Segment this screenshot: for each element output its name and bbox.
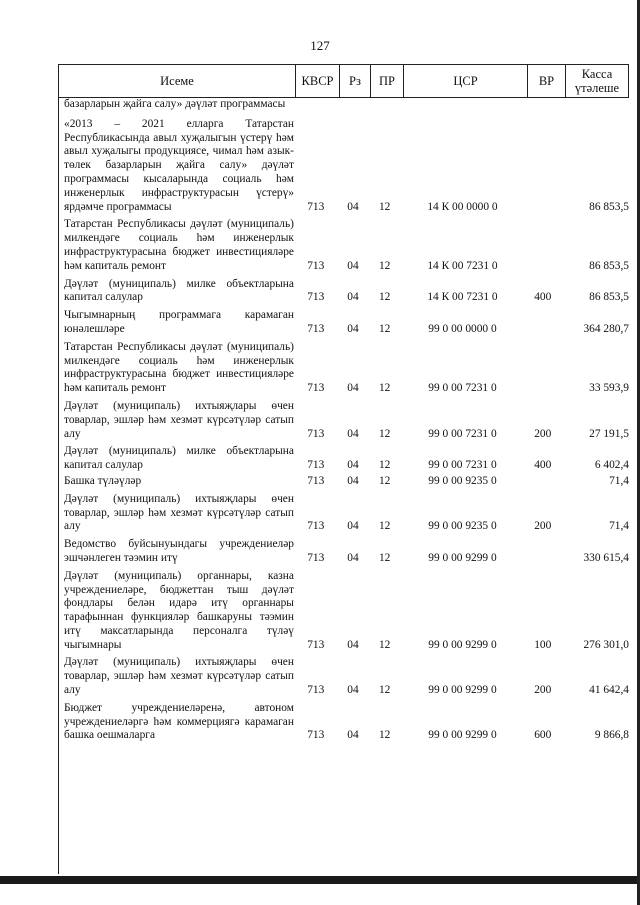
row-kvsr: 713 — [307, 382, 325, 395]
row-sum: 71,4 — [609, 474, 629, 487]
row-csr: 99 0 00 9299 0 — [428, 684, 497, 697]
row-kvsr: 713 — [307, 427, 325, 440]
row-sum: 330 615,4 — [583, 551, 629, 564]
row-name: базарларын җайга салу» дәүләт программасы — [64, 98, 286, 110]
header-kvsr: КВСР — [296, 65, 340, 97]
row-kvsr: 713 — [307, 200, 325, 213]
row-csr: 14 К 00 7231 0 — [427, 291, 498, 304]
row-name: Дәүләт (муниципаль) ихтыяҗлары өчен товарлар, эшләр һәм хезмәт күрсәтүләр сатып алу — [64, 492, 294, 533]
row-pr: 12 — [378, 638, 391, 651]
table-row — [59, 400, 629, 441]
row-kvsr: 713 — [307, 638, 325, 651]
row-pr: 12 — [378, 427, 391, 440]
budget-table — [58, 64, 629, 874]
row-name: Дәүләт (муниципаль) органнары, казна учреждениеләре, бюджеттан тыш дәүләт фондлары белән идарә итү органнары тарафыннан функцияләр башкаруны тәэмин итү максатларында персоналга түләү чыгымнары — [64, 569, 294, 651]
table-row — [59, 118, 629, 215]
table-header — [59, 64, 629, 98]
row-kvsr: 713 — [307, 322, 325, 335]
row-sum: 86 853,5 — [589, 291, 629, 304]
row-csr: 99 0 00 0000 0 — [428, 322, 497, 335]
row-name: Татарстан Республикасы дәүләт (муниципаль) милкендәге социаль һәм инженерлык инфраструктурасына бюджет инвестицияләре һәм капиталь ремонт — [64, 340, 294, 395]
page-number: 127 — [310, 38, 330, 53]
row-kvsr: 713 — [307, 729, 325, 742]
row-pr: 12 — [378, 322, 391, 335]
row-csr: 99 0 00 7231 0 — [428, 459, 497, 472]
row-name: Татарстан Республикасы дәүләт (муниципаль) милкендәге социаль һәм инженерлык инфраструктурасына бюджет инвестицияләре һәм капиталь ремонт — [64, 218, 294, 272]
row-csr: 99 0 00 9235 0 — [428, 474, 497, 487]
row-pr: 12 — [378, 474, 391, 487]
header-name: Исеме — [59, 65, 296, 97]
row-sum: 33 593,9 — [589, 382, 629, 395]
row-rz: 04 — [347, 520, 359, 533]
row-rz: 04 — [347, 427, 359, 440]
row-kvsr: 713 — [307, 551, 325, 564]
row-pr: 12 — [378, 200, 391, 213]
row-csr: 99 0 00 7231 0 — [428, 382, 497, 395]
row-name: Башка түләүләр — [64, 474, 142, 487]
row-kvsr: 713 — [307, 520, 325, 533]
row-rz: 04 — [347, 638, 359, 651]
row-rz: 04 — [347, 551, 359, 564]
table-row — [59, 493, 629, 534]
row-name: Дәүләт (муниципаль) ихтыяҗлары өчен товарлар, эшләр һәм хезмәт күрсәтүләр сатып алу — [64, 656, 294, 697]
row-rz: 04 — [347, 200, 359, 213]
header-vr: ВР — [528, 65, 566, 97]
row-rz: 04 — [347, 322, 359, 335]
row-sum: 86 853,5 — [589, 200, 629, 213]
row-csr: 99 0 00 9299 0 — [428, 638, 497, 651]
header-kassa: Касса үтәлеше — [566, 65, 629, 97]
row-pr: 12 — [378, 729, 391, 742]
table-row — [59, 702, 629, 743]
row-rz: 04 — [347, 291, 359, 304]
header-csr: ЦСР — [404, 65, 528, 97]
row-rz: 04 — [347, 684, 359, 697]
row-name: Ведомство буйсынуындагы учреждениеләр эшчәнлеген тәэмин итү — [64, 538, 294, 564]
row-rz: 04 — [347, 382, 359, 395]
row-pr: 12 — [378, 382, 391, 395]
row-name: Бюджет учреждениеләренә, автоном учреждениеләргә һәм коммерциягә карамаган башка оешмаларга — [64, 701, 294, 742]
row-rz: 04 — [347, 459, 359, 472]
row-sum: 27 191,5 — [589, 427, 629, 440]
row-vr: 200 — [534, 427, 552, 440]
row-rz: 04 — [347, 729, 359, 742]
scan-bottom-edge — [0, 876, 640, 884]
row-vr: 400 — [534, 291, 552, 304]
row-name: «2013 – 2021 елларга Татарстан Республикасында авыл хуҗалыгын үстерү һәм авыл хуҗалыгы продукциясе, чимал һәм азык-төлек базарларын җайга салу» дәүләт программасы кысаларында социаль һәм инженерлык инфраструктурасын үстерү» ярдәмче программасы — [64, 117, 294, 213]
row-sum: 276 301,0 — [583, 638, 629, 651]
row-sum: 41 642,4 — [589, 684, 629, 697]
row-pr: 12 — [378, 459, 391, 472]
row-name: Дәүләт (муниципаль) милке объектларына капитал салулар — [64, 277, 294, 304]
row-vr: 200 — [534, 684, 552, 697]
row-kvsr: 713 — [307, 291, 325, 304]
row-rz: 04 — [347, 474, 359, 487]
row-kvsr: 713 — [307, 459, 325, 472]
header-pr: ПР — [371, 65, 404, 97]
row-rz: 04 — [347, 259, 359, 272]
row-sum: 6 402,4 — [594, 459, 629, 472]
row-sum: 364 280,7 — [583, 322, 629, 335]
row-kvsr: 713 — [307, 474, 325, 487]
table-row — [59, 445, 629, 473]
table-row — [59, 570, 629, 653]
table-row — [59, 309, 629, 337]
row-sum: 86 853,5 — [589, 259, 629, 272]
row-csr: 14 К 00 0000 0 — [427, 200, 498, 213]
row-kvsr: 713 — [307, 684, 325, 697]
table-row — [59, 218, 629, 273]
row-vr: 400 — [534, 459, 552, 472]
table-row — [59, 656, 629, 697]
table-body — [59, 98, 629, 743]
row-vr: 600 — [534, 729, 552, 742]
row-kvsr: 713 — [307, 259, 325, 272]
row-vr: 200 — [534, 520, 552, 533]
row-pr: 12 — [378, 520, 391, 533]
row-csr: 99 0 00 9235 0 — [428, 520, 497, 533]
row-csr: 99 0 00 9299 0 — [428, 729, 497, 742]
row-pr: 12 — [378, 551, 391, 564]
row-sum: 71,4 — [609, 520, 629, 533]
row-pr: 12 — [378, 259, 391, 272]
row-sum: 9 866,8 — [594, 729, 629, 742]
table-row — [59, 538, 629, 566]
row-name: Дәүләт (муниципаль) ихтыяҗлары өчен товарлар, эшләр һәм хезмәт күрсәтүләр сатып алу — [64, 399, 294, 440]
row-csr: 99 0 00 7231 0 — [428, 427, 497, 440]
row-name: Дәүләт (муниципаль) милке объектларына капитал салулар — [64, 445, 294, 472]
row-csr: 99 0 00 9299 0 — [428, 551, 497, 564]
row-pr: 12 — [378, 684, 391, 697]
header-rz: Рз — [340, 65, 371, 97]
table-row — [59, 475, 629, 489]
row-pr: 12 — [378, 291, 391, 304]
row-name: Чыгымнарның программага карамаган юнәлешләре — [64, 309, 294, 335]
table-row — [59, 341, 629, 396]
table-row — [59, 278, 629, 306]
row-vr: 100 — [534, 638, 552, 651]
table-row — [59, 98, 629, 112]
row-csr: 14 К 00 7231 0 — [427, 259, 498, 272]
